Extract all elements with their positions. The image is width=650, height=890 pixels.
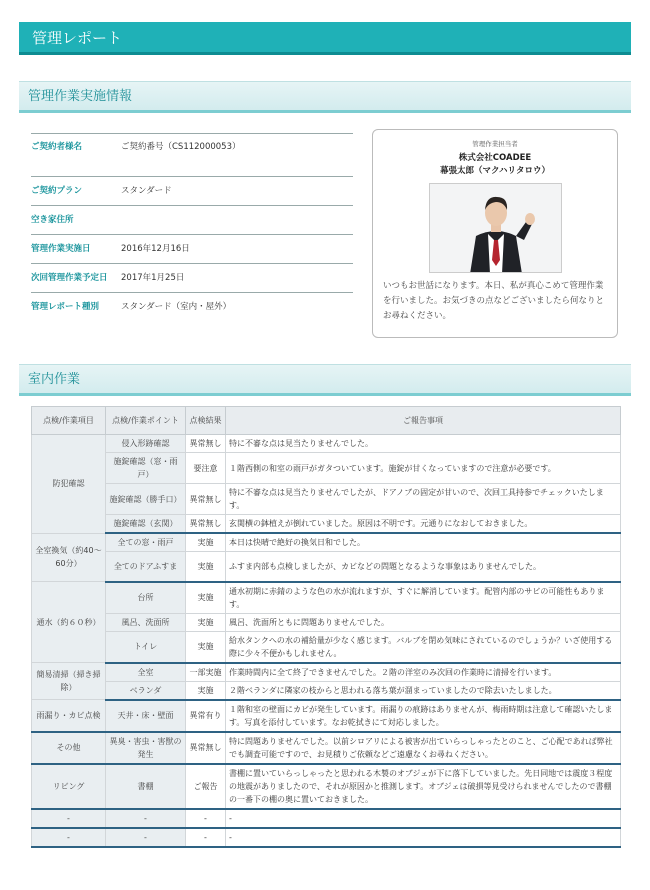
- table-row: [32, 613, 621, 631]
- point-cell: -: [106, 809, 186, 828]
- report-cell: ふすま内部も点検しましたが、カビなどの問題となるような事象はありませんでした。: [226, 552, 621, 582]
- info-row-work-date: [31, 234, 353, 263]
- report-cell: 風呂、洗面所ともに問題ありませんでした。: [226, 613, 621, 631]
- report-cell: １階和室の壁面にカビが発生しています。雨漏りの痕跡はありませんが、梅雨時期は注意して確認いたします。写真を添付しています。なお乾拭きにて対応しました。: [226, 700, 621, 732]
- point-cell: 施錠確認（玄関）: [106, 515, 186, 534]
- point-cell: -: [106, 828, 186, 847]
- info-row-next-date: [31, 263, 353, 292]
- info-label: 次回管理作業予定日: [31, 273, 108, 283]
- table-row: [32, 453, 621, 484]
- col-header-result: 点検結果: [186, 407, 226, 435]
- info-label: 空き家住所: [31, 215, 74, 225]
- info-label: 管理レポート種別: [31, 302, 100, 312]
- report-cell: ２階ベランダに隣家の枝からと思われる落ち葉が溜まっていましたので除去いたしました。: [226, 681, 621, 700]
- info-row-address: [31, 205, 353, 234]
- report-cell: 特に問題ありませんでした。以前シロアリによる被害が出ていらっしゃったとのこと、ご心配であれば弊社でも調査可能ですので、お見積りご依頼などご遠慮なくお尋ねください。: [226, 732, 621, 764]
- info-value: スタンダード（室内・屋外）: [121, 302, 232, 312]
- info-section-heading: 管理作業実施情報: [19, 81, 631, 113]
- point-cell: 異臭・害虫・害獣の発生: [106, 732, 186, 764]
- point-cell: 全てのドアふすま: [106, 552, 186, 582]
- result-cell: 要注意: [186, 453, 226, 484]
- point-cell: 書棚: [106, 764, 186, 809]
- result-cell: 実施: [186, 631, 226, 663]
- info-row-contractor: [31, 133, 353, 176]
- category-cell: 全室換気（約40～60分）: [32, 533, 106, 582]
- result-cell: 異常無し: [186, 732, 226, 764]
- info-value: スタンダード: [121, 186, 172, 196]
- point-cell: 侵入形跡確認: [106, 435, 186, 453]
- info-value: ご契約番号（CS112000053）: [121, 142, 241, 152]
- staff-portrait-image: [430, 184, 562, 273]
- result-cell: 一部実施: [186, 663, 226, 682]
- category-cell: 簡易清掃（掃き掃除）: [32, 663, 106, 700]
- result-cell: 実施: [186, 582, 226, 614]
- table-row: [32, 732, 621, 764]
- category-cell: リビング: [32, 764, 106, 809]
- info-value: 2016年12月16日: [121, 244, 190, 254]
- report-cell: -: [226, 828, 621, 847]
- table-row: [32, 552, 621, 582]
- category-cell: 雨漏り・カビ点検: [32, 700, 106, 732]
- category-cell: -: [32, 828, 106, 847]
- result-cell: 実施: [186, 613, 226, 631]
- table-row: [32, 582, 621, 614]
- report-cell: 玄関横の鉢植えが倒れていました。原因は不明です。元通りになおしておきました。: [226, 515, 621, 534]
- point-cell: 台所: [106, 582, 186, 614]
- page-title: 管理レポート: [32, 29, 123, 47]
- table-row: [32, 681, 621, 700]
- result-cell: 異常無し: [186, 515, 226, 534]
- category-cell: 通水（約６０秒）: [32, 582, 106, 663]
- contract-info-table: [31, 133, 353, 321]
- table-row: [32, 663, 621, 682]
- report-cell: 作業時間内に全て終了できませんでした。２階の洋室のみ次回の作業時に清掃を行います。: [226, 663, 621, 682]
- table-row: [32, 809, 621, 828]
- point-cell: トイレ: [106, 631, 186, 663]
- result-cell: 異常無し: [186, 435, 226, 453]
- report-cell: １階西側の和室の雨戸がガタついています。施錠が甘くなっていますので注意が必要です。: [226, 453, 621, 484]
- col-header-point: 点検/作業ポイント: [106, 407, 186, 435]
- table-header-row: [32, 407, 621, 435]
- report-cell: 書棚に置いていらっしゃったと思われる木製のオブジェが下に落下していました。先日同地では震度３程度の地震がありましたので、それが原因かと推測します。オブジェは破損等見受けられませんでしたので書棚の一番下の棚の奥に置いておきました。: [226, 764, 621, 809]
- category-cell: その他: [32, 732, 106, 764]
- result-cell: ご報告: [186, 764, 226, 809]
- result-cell: -: [186, 809, 226, 828]
- report-cell: -: [226, 809, 621, 828]
- info-label: ご契約プラン: [31, 186, 83, 196]
- point-cell: ベランダ: [106, 681, 186, 700]
- point-cell: 施錠確認（窓・雨戸）: [106, 453, 186, 484]
- table-row: [32, 435, 621, 453]
- col-header-item: 点検/作業項目: [32, 407, 106, 435]
- table-row: [32, 631, 621, 663]
- result-cell: 実施: [186, 552, 226, 582]
- result-cell: 実施: [186, 681, 226, 700]
- col-header-report: ご報告事項: [226, 407, 621, 435]
- category-cell: -: [32, 809, 106, 828]
- staff-photo: [429, 183, 562, 273]
- indoor-section-heading: 室内作業: [19, 364, 631, 396]
- info-value: 2017年1月25日: [121, 273, 185, 283]
- page-header: [19, 22, 631, 55]
- result-cell: 異常有り: [186, 700, 226, 732]
- point-cell: 風呂、洗面所: [106, 613, 186, 631]
- category-cell: 防犯確認: [32, 435, 106, 534]
- info-label: 管理作業実施日: [31, 244, 91, 254]
- table-row: [32, 700, 621, 732]
- point-cell: 全室: [106, 663, 186, 682]
- table-row: [32, 515, 621, 534]
- staff-company: 株式会社COADEE: [458, 153, 532, 163]
- staff-message: いつもお世話になります。本日、私が真心こめて管理作業を行いました。お気づきの点などございましたら何なりとお尋ねください。: [383, 281, 605, 321]
- info-row-plan: [31, 176, 353, 205]
- staff-name: 幕張太郎（マクハリタロウ）: [440, 166, 550, 176]
- info-label: ご契約者様名: [31, 142, 83, 152]
- table-row: [32, 533, 621, 552]
- info-row-report-type: [31, 292, 353, 321]
- staff-card: [372, 129, 618, 338]
- table-row: [32, 484, 621, 515]
- table-row: [32, 764, 621, 809]
- point-cell: 施錠確認（勝手口）: [106, 484, 186, 515]
- result-cell: 異常無し: [186, 484, 226, 515]
- point-cell: 天井・床・壁面: [106, 700, 186, 732]
- report-cell: 給水タンクへの水の補給量が少なく感じます。バルブを閉め気味にされているのでしょうか？いざ使用する際に少々不便かもしれません。: [226, 631, 621, 663]
- report-cell: 本日は快晴で絶好の換気日和でした。: [226, 533, 621, 552]
- result-cell: -: [186, 828, 226, 847]
- table-row: [32, 828, 621, 847]
- report-cell: 通水初期に赤錆のような色の水が流れますが、すぐに解消しています。配管内部のサビの可能性もあります。: [226, 582, 621, 614]
- point-cell: 全ての窓・雨戸: [106, 533, 186, 552]
- report-cell: 特に不審な点は見当たりませんでした。: [226, 435, 621, 453]
- indoor-work-table: [31, 406, 621, 848]
- staff-title: 管理作業担当者: [472, 140, 518, 148]
- report-cell: 特に不審な点は見当たりませんでしたが、ドアノブの固定が甘いので、次回工具持参でチェックいたします。: [226, 484, 621, 515]
- result-cell: 実施: [186, 533, 226, 552]
